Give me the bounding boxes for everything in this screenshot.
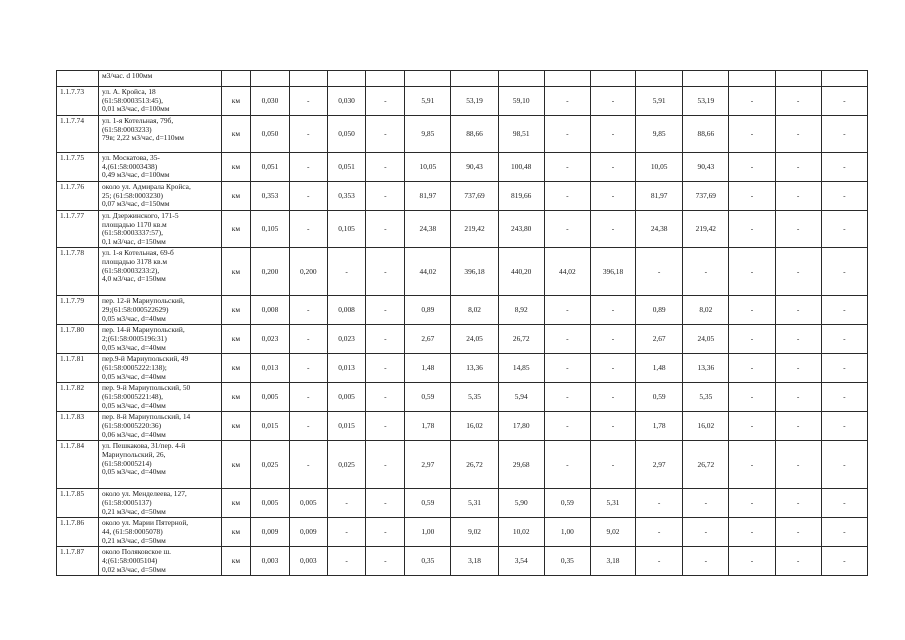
cell-value: 81,97 bbox=[636, 182, 683, 211]
cell-address: пер.9-й Мариупольский, 49 (61:58:0005222:138); 0,05 м3/час, d=40мм bbox=[98, 354, 221, 383]
cell-value: 0,89 bbox=[636, 296, 683, 325]
cell-value: 9,02 bbox=[590, 518, 635, 547]
cell-value: - bbox=[366, 153, 405, 182]
cell-value: 9,85 bbox=[636, 116, 683, 153]
cell-value: - bbox=[729, 87, 775, 116]
cell-value: 0,050 bbox=[251, 116, 290, 153]
cell-value: - bbox=[821, 296, 867, 325]
cell-unit: км bbox=[221, 296, 250, 325]
cell-address: около ул. Адмирала Кройса, 25; (61:58:0003230) 0,07 м3/час, d=150мм bbox=[98, 182, 221, 211]
cell-value: 9,02 bbox=[451, 518, 498, 547]
cell-value: 2,97 bbox=[636, 441, 683, 489]
cell-value: 44,02 bbox=[544, 248, 590, 296]
cell-unit: км bbox=[221, 547, 250, 576]
table-row bbox=[57, 441, 868, 489]
cell-value: - bbox=[821, 325, 867, 354]
cell-value: 0,023 bbox=[251, 325, 290, 354]
cell-value: - bbox=[544, 412, 590, 441]
cell-value: 1,78 bbox=[636, 412, 683, 441]
cell-value: - bbox=[729, 211, 775, 248]
cell-num: 1.1.7.77 bbox=[57, 211, 99, 248]
cell-value: - bbox=[729, 441, 775, 489]
table-row bbox=[57, 489, 868, 518]
cell-num: 1.1.7.73 bbox=[57, 87, 99, 116]
table-row bbox=[57, 518, 868, 547]
cell-address: пер. 12-й Мариупольский, 29;(61:58:000522629) 0,05 м3/час, d=40мм bbox=[98, 296, 221, 325]
table-row bbox=[57, 87, 868, 116]
cell-value: 0,051 bbox=[327, 153, 366, 182]
cell-value: - bbox=[729, 547, 775, 576]
cell-value: 0,015 bbox=[251, 412, 290, 441]
cell-value: 0,35 bbox=[405, 547, 451, 576]
cell-value: - bbox=[775, 489, 821, 518]
cell-value: 0,025 bbox=[251, 441, 290, 489]
cell-value: 5,35 bbox=[683, 383, 729, 412]
pipeline-cost-table bbox=[56, 70, 868, 576]
cell-value: 0,003 bbox=[289, 547, 327, 576]
cell-value: - bbox=[729, 412, 775, 441]
cell-value: 0,89 bbox=[405, 296, 451, 325]
cell-value: 1,78 bbox=[405, 412, 451, 441]
cell-value: 0,050 bbox=[327, 116, 366, 153]
cell-value: 819,66 bbox=[498, 182, 544, 211]
cell-value: 0,59 bbox=[405, 383, 451, 412]
cell-value: - bbox=[729, 325, 775, 354]
cell-value: - bbox=[821, 211, 867, 248]
cell-value: - bbox=[544, 325, 590, 354]
cell-value: - bbox=[590, 354, 635, 383]
cell-value: - bbox=[775, 153, 821, 182]
cell-value: 5,31 bbox=[451, 489, 498, 518]
cell-value: - bbox=[821, 248, 867, 296]
cell-value: 2,67 bbox=[636, 325, 683, 354]
cell-value: 0,030 bbox=[327, 87, 366, 116]
cell-value: - bbox=[289, 296, 327, 325]
cell-address: пер. 8-й Мариупольский, 14 (61:58:0005220:36) 0,06 м3/час, d=40мм bbox=[98, 412, 221, 441]
cell-num: 1.1.7.80 bbox=[57, 325, 99, 354]
cell-num bbox=[57, 71, 99, 87]
cell-value: 98,51 bbox=[498, 116, 544, 153]
cell-num: 1.1.7.85 bbox=[57, 489, 99, 518]
cell-value: - bbox=[544, 153, 590, 182]
cell-value: - bbox=[544, 441, 590, 489]
cell-value: - bbox=[729, 518, 775, 547]
cell-value: 0,023 bbox=[327, 325, 366, 354]
cell-value: 24,38 bbox=[405, 211, 451, 248]
cell-address: около ул. Менделеева, 127, (61:58:0005137) 0,21 м3/час, d=50мм bbox=[98, 489, 221, 518]
cell-value: 10,05 bbox=[405, 153, 451, 182]
table-row bbox=[57, 354, 868, 383]
cell-value: - bbox=[544, 87, 590, 116]
table-row bbox=[57, 71, 868, 87]
cell-value: 16,02 bbox=[451, 412, 498, 441]
cell-value: 396,18 bbox=[451, 248, 498, 296]
cell-value: - bbox=[636, 518, 683, 547]
cell-value: - bbox=[289, 325, 327, 354]
cell-value: 44,02 bbox=[405, 248, 451, 296]
cell-value: - bbox=[544, 296, 590, 325]
cell-value: - bbox=[775, 87, 821, 116]
cell-value: - bbox=[366, 412, 405, 441]
table-row bbox=[57, 325, 868, 354]
cell-address: пер. 9-й Мариупольский, 50 (61:58:0005221:48), 0,05 м3/час, d=40мм bbox=[98, 383, 221, 412]
cell-value: 0,200 bbox=[251, 248, 290, 296]
cell-value: 53,19 bbox=[451, 87, 498, 116]
cell-value: 9,85 bbox=[405, 116, 451, 153]
cell-unit: км bbox=[221, 354, 250, 383]
cell-value: 88,66 bbox=[683, 116, 729, 153]
cell-value: 26,72 bbox=[683, 441, 729, 489]
cell-value: 5,94 bbox=[498, 383, 544, 412]
cell-unit: км bbox=[221, 412, 250, 441]
cell-address: пер. 14-й Мариупольский, 2;(61:58:0005196:31) 0,05 м3/час, d=40мм bbox=[98, 325, 221, 354]
cell-value: - bbox=[775, 412, 821, 441]
cell-num: 1.1.7.86 bbox=[57, 518, 99, 547]
cell-value: 26,72 bbox=[498, 325, 544, 354]
cell-value: - bbox=[775, 248, 821, 296]
table-row bbox=[57, 182, 868, 211]
cell-value: - bbox=[636, 248, 683, 296]
cell-value: 26,72 bbox=[451, 441, 498, 489]
cell-value: 8,02 bbox=[451, 296, 498, 325]
cell-value: - bbox=[683, 518, 729, 547]
table-row bbox=[57, 296, 868, 325]
cell-num: 1.1.7.84 bbox=[57, 441, 99, 489]
cell-unit: км bbox=[221, 325, 250, 354]
cell-value: 5,31 bbox=[590, 489, 635, 518]
cell-value: 0,030 bbox=[251, 87, 290, 116]
cell-value: 29,68 bbox=[498, 441, 544, 489]
cell-value: 81,97 bbox=[405, 182, 451, 211]
cell-value: - bbox=[366, 211, 405, 248]
cell-value: - bbox=[366, 547, 405, 576]
cell-value: - bbox=[366, 518, 405, 547]
cell-value: 440,20 bbox=[498, 248, 544, 296]
cell-value: - bbox=[729, 153, 775, 182]
cell-value: - bbox=[366, 296, 405, 325]
cell-value: 0,025 bbox=[327, 441, 366, 489]
cell-value: 737,69 bbox=[451, 182, 498, 211]
cell-num: 1.1.7.87 bbox=[57, 547, 99, 576]
cell-value: 5,90 bbox=[498, 489, 544, 518]
cell-num: 1.1.7.78 bbox=[57, 248, 99, 296]
cell-value: - bbox=[729, 296, 775, 325]
cell-value: 0,59 bbox=[405, 489, 451, 518]
cell-value: - bbox=[821, 153, 867, 182]
cell-value: - bbox=[729, 248, 775, 296]
cell-value: - bbox=[366, 489, 405, 518]
cell-value: 0,35 bbox=[544, 547, 590, 576]
cell-value: - bbox=[544, 182, 590, 211]
cell-value: 24,05 bbox=[451, 325, 498, 354]
cell-unit: км bbox=[221, 87, 250, 116]
cell-value: - bbox=[366, 354, 405, 383]
cell-value: 0,005 bbox=[251, 383, 290, 412]
cell-value: 2,97 bbox=[405, 441, 451, 489]
cell-value: - bbox=[775, 354, 821, 383]
cell-value: - bbox=[590, 296, 635, 325]
cell-value: 0,009 bbox=[289, 518, 327, 547]
cell-value: - bbox=[590, 182, 635, 211]
cell-value: - bbox=[729, 116, 775, 153]
cell-value: 5,91 bbox=[636, 87, 683, 116]
cell-value: 2,67 bbox=[405, 325, 451, 354]
cell-value: - bbox=[327, 248, 366, 296]
cell-value: 1,00 bbox=[544, 518, 590, 547]
table-row bbox=[57, 153, 868, 182]
cell-value: - bbox=[775, 441, 821, 489]
cell-value: 0,015 bbox=[327, 412, 366, 441]
cell-value: - bbox=[775, 116, 821, 153]
cell-value: 0,009 bbox=[251, 518, 290, 547]
cell-value: - bbox=[366, 325, 405, 354]
cell-value: 5,91 bbox=[405, 87, 451, 116]
cell-value: - bbox=[366, 116, 405, 153]
cell-value: - bbox=[366, 441, 405, 489]
table-row bbox=[57, 383, 868, 412]
cell-value: 90,43 bbox=[683, 153, 729, 182]
table-row bbox=[57, 116, 868, 153]
table-body bbox=[57, 71, 868, 576]
cell-value: - bbox=[775, 325, 821, 354]
cell-value: - bbox=[821, 441, 867, 489]
cell-value: 10,02 bbox=[498, 518, 544, 547]
cell-value: 14,85 bbox=[498, 354, 544, 383]
cell-value: 737,69 bbox=[683, 182, 729, 211]
cell-value: 3,54 bbox=[498, 547, 544, 576]
cell-value: 219,42 bbox=[683, 211, 729, 248]
cell-value: - bbox=[590, 383, 635, 412]
cell-value: 0,353 bbox=[327, 182, 366, 211]
cell-value: - bbox=[289, 116, 327, 153]
cell-unit: км bbox=[221, 211, 250, 248]
cell-value: 243,80 bbox=[498, 211, 544, 248]
cell-value: - bbox=[289, 441, 327, 489]
cell-value: - bbox=[366, 87, 405, 116]
cell-value: - bbox=[775, 547, 821, 576]
cell-value: - bbox=[590, 153, 635, 182]
cell-unit: км bbox=[221, 182, 250, 211]
cell-value: - bbox=[821, 354, 867, 383]
cell-value: 88,66 bbox=[451, 116, 498, 153]
cell-address: ул. Дзержинского, 171-5 площадью 1170 кв.м (61:58:0003337:57), 0,1 м3/час, d=150мм bbox=[98, 211, 221, 248]
cell-value: - bbox=[366, 248, 405, 296]
cell-value: 17,80 bbox=[498, 412, 544, 441]
cell-value: 8,92 bbox=[498, 296, 544, 325]
cell-value: - bbox=[821, 87, 867, 116]
cell-value: - bbox=[683, 547, 729, 576]
cell-value: - bbox=[590, 325, 635, 354]
cell-address: ул. Пешкакова, 31/пер. 4-й Мариупольский, 26, (61:58:0005214) 0,05 м3/час, d=40мм bbox=[98, 441, 221, 489]
cell-value: - bbox=[821, 489, 867, 518]
cell-value: - bbox=[544, 211, 590, 248]
cell-value: 0,005 bbox=[289, 489, 327, 518]
cell-value: - bbox=[289, 153, 327, 182]
cell-address: ул. 1-я Котельная, 69-б площадью 3178 кв.м (61:58:0003233:2), 4,0 м3/час, d=150мм bbox=[98, 248, 221, 296]
cell-value: 59,10 bbox=[498, 87, 544, 116]
cell-value: 0,59 bbox=[636, 383, 683, 412]
cell-value: 0,008 bbox=[251, 296, 290, 325]
cell-value: 0,005 bbox=[327, 383, 366, 412]
cell-value: 396,18 bbox=[590, 248, 635, 296]
cell-value: - bbox=[821, 182, 867, 211]
cell-value: 3,18 bbox=[451, 547, 498, 576]
table-row bbox=[57, 211, 868, 248]
document-page bbox=[56, 70, 868, 576]
cell-value: 0,353 bbox=[251, 182, 290, 211]
cell-value: - bbox=[544, 354, 590, 383]
cell-value: - bbox=[366, 182, 405, 211]
cell-value: - bbox=[729, 354, 775, 383]
cell-address: около Поляковское ш. 4;(61:58:0005104) 0,02 м3/час, d=50мм bbox=[98, 547, 221, 576]
cell-value: - bbox=[775, 182, 821, 211]
cell-value: - bbox=[590, 211, 635, 248]
cell-value: - bbox=[289, 354, 327, 383]
cell-num: 1.1.7.82 bbox=[57, 383, 99, 412]
cell-num: 1.1.7.75 bbox=[57, 153, 99, 182]
table-row bbox=[57, 248, 868, 296]
cell-address: м3/час. d 100мм bbox=[98, 71, 221, 87]
cell-value: - bbox=[729, 182, 775, 211]
cell-value: 3,18 bbox=[590, 547, 635, 576]
cell-value: 0,59 bbox=[544, 489, 590, 518]
cell-num: 1.1.7.79 bbox=[57, 296, 99, 325]
cell-value: - bbox=[289, 383, 327, 412]
cell-address: ул. А. Кройса, 18 (61:58:0003513:45), 0,01 м3/час, d=100мм bbox=[98, 87, 221, 116]
cell-value: 8,02 bbox=[683, 296, 729, 325]
cell-value: - bbox=[636, 547, 683, 576]
cell-value: 0,051 bbox=[251, 153, 290, 182]
cell-value: - bbox=[327, 547, 366, 576]
cell-value: - bbox=[775, 296, 821, 325]
cell-value: - bbox=[821, 383, 867, 412]
cell-value: - bbox=[775, 383, 821, 412]
cell-value: 16,02 bbox=[683, 412, 729, 441]
cell-value: 0,003 bbox=[251, 547, 290, 576]
cell-value: 10,05 bbox=[636, 153, 683, 182]
cell-value: - bbox=[544, 116, 590, 153]
cell-value: 13,36 bbox=[683, 354, 729, 383]
cell-unit: км bbox=[221, 489, 250, 518]
table-row bbox=[57, 547, 868, 576]
cell-value: 0,200 bbox=[289, 248, 327, 296]
cell-address: около ул. Марии Пятерной, 44, (61:58:0005078) 0,21 м3/час, d=50мм bbox=[98, 518, 221, 547]
cell-value: - bbox=[821, 116, 867, 153]
cell-value: - bbox=[821, 518, 867, 547]
table-row bbox=[57, 412, 868, 441]
cell-value: 1,48 bbox=[405, 354, 451, 383]
cell-num: 1.1.7.83 bbox=[57, 412, 99, 441]
cell-value: 1,00 bbox=[405, 518, 451, 547]
cell-value: 0,008 bbox=[327, 296, 366, 325]
cell-value: 53,19 bbox=[683, 87, 729, 116]
cell-unit: км bbox=[221, 116, 250, 153]
cell-address: ул. Москатова, 35- 4,(61:58:0003438) 0,49 м3/час, d=100мм bbox=[98, 153, 221, 182]
cell-value: - bbox=[590, 412, 635, 441]
cell-value: 0,013 bbox=[251, 354, 290, 383]
cell-unit: км bbox=[221, 383, 250, 412]
cell-value: 24,05 bbox=[683, 325, 729, 354]
cell-value: - bbox=[729, 489, 775, 518]
cell-num: 1.1.7.81 bbox=[57, 354, 99, 383]
cell-value: 219,42 bbox=[451, 211, 498, 248]
cell-value: 0,005 bbox=[251, 489, 290, 518]
cell-value: - bbox=[821, 547, 867, 576]
cell-num: 1.1.7.76 bbox=[57, 182, 99, 211]
cell-value: - bbox=[590, 116, 635, 153]
cell-value: - bbox=[289, 412, 327, 441]
cell-unit: км bbox=[221, 441, 250, 489]
cell-num: 1.1.7.74 bbox=[57, 116, 99, 153]
cell-value: - bbox=[775, 211, 821, 248]
cell-value: - bbox=[775, 518, 821, 547]
cell-value: 5,35 bbox=[451, 383, 498, 412]
cell-unit: км bbox=[221, 518, 250, 547]
cell-value: 24,38 bbox=[636, 211, 683, 248]
cell-unit: км bbox=[221, 248, 250, 296]
cell-value: - bbox=[821, 412, 867, 441]
cell-value: - bbox=[590, 87, 635, 116]
cell-value: - bbox=[590, 441, 635, 489]
cell-value: - bbox=[683, 489, 729, 518]
cell-value: - bbox=[544, 383, 590, 412]
cell-value: 90,43 bbox=[451, 153, 498, 182]
cell-value: - bbox=[636, 489, 683, 518]
cell-value: - bbox=[289, 182, 327, 211]
cell-value: 1,48 bbox=[636, 354, 683, 383]
cell-value: - bbox=[289, 211, 327, 248]
cell-value: 0,013 bbox=[327, 354, 366, 383]
cell-value: - bbox=[729, 383, 775, 412]
cell-value: 0,105 bbox=[327, 211, 366, 248]
cell-unit: км bbox=[221, 153, 250, 182]
cell-value: 100,48 bbox=[498, 153, 544, 182]
cell-value: - bbox=[366, 383, 405, 412]
cell-value: - bbox=[327, 489, 366, 518]
cell-value: 13,36 bbox=[451, 354, 498, 383]
cell-value: - bbox=[289, 87, 327, 116]
cell-value: 0,105 bbox=[251, 211, 290, 248]
cell-value: - bbox=[327, 518, 366, 547]
cell-value: - bbox=[683, 248, 729, 296]
cell-address: ул. 1-я Котельная, 79б, (61:58:0003233) 79в; 2,22 м3/час, d=110мм bbox=[98, 116, 221, 153]
